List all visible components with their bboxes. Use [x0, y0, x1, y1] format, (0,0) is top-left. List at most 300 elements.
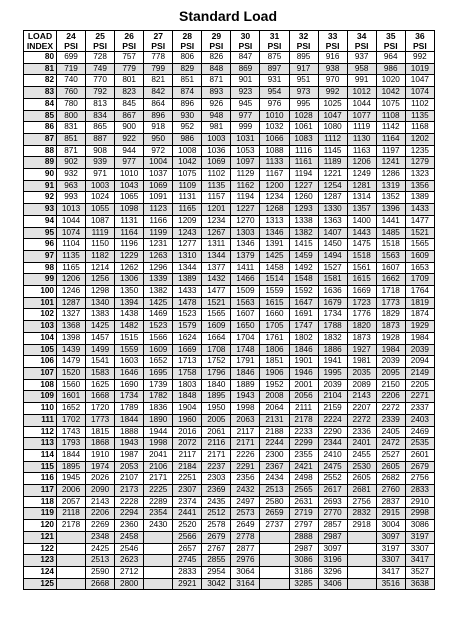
load-value-cell: 2605	[376, 461, 405, 473]
load-value-cell: 1910	[86, 449, 115, 461]
load-value-cell: 1748	[231, 344, 260, 356]
load-value-cell: 1433	[405, 204, 434, 216]
load-value-cell: 930	[173, 110, 202, 122]
load-value-cell: 1157	[202, 192, 231, 204]
load-value-cell: 3527	[405, 566, 434, 578]
load-value-cell: 1075	[173, 169, 202, 181]
load-value-cell: 2228	[115, 496, 144, 508]
load-value-cell: 2095	[376, 367, 405, 379]
load-value-cell: 2178	[289, 414, 318, 426]
load-value-cell: 1246	[57, 286, 86, 298]
load-value-cell: 1243	[173, 227, 202, 239]
load-value-cell: 1135	[57, 250, 86, 262]
load-value-cell: 799	[144, 63, 173, 75]
load-value-cell: 3197	[405, 531, 434, 543]
load-value-cell: 1235	[405, 145, 434, 157]
table-row	[24, 145, 435, 157]
table-row	[24, 98, 435, 110]
load-value-cell: 3064	[231, 566, 260, 578]
psi-unit: PSI	[354, 41, 369, 51]
load-value-cell: 3097	[376, 531, 405, 543]
load-value-cell: 1998	[144, 438, 173, 450]
load-value-cell: 2289	[144, 496, 173, 508]
load-value-cell: 2206	[376, 391, 405, 403]
load-value-cell: 2954	[202, 566, 231, 578]
load-value-cell: 3164	[231, 578, 260, 590]
load-value-cell: 2094	[405, 356, 434, 368]
load-index-cell: 122	[24, 543, 57, 555]
psi-unit: PSI	[325, 41, 340, 51]
load-value-cell: 1987	[115, 449, 144, 461]
load-value-cell: 2056	[289, 391, 318, 403]
load-value-cell: 2244	[260, 438, 289, 450]
load-value-cell: 1042	[376, 87, 405, 99]
load-value-cell: 986	[173, 133, 202, 145]
load-value-cell: 2756	[405, 473, 434, 485]
load-value-cell: 1344	[173, 262, 202, 274]
load-value-cell: 1995	[318, 367, 347, 379]
load-value-cell: 893	[202, 87, 231, 99]
load-value-cell: 1249	[347, 169, 376, 181]
load-value-cell: 2679	[202, 531, 231, 543]
load-value-cell: 1561	[347, 262, 376, 274]
load-value-cell: 1477	[405, 215, 434, 227]
load-value-cell: 1069	[144, 180, 173, 192]
load-value-cell: 1844	[115, 414, 144, 426]
load-value-cell: 2026	[86, 473, 115, 485]
load-value-cell: 1389	[173, 274, 202, 286]
load-value-cell: 1820	[347, 321, 376, 333]
load-index-header-line-1: LOAD	[27, 31, 53, 41]
load-value-cell: 2117	[173, 449, 202, 461]
table-row	[24, 543, 435, 555]
load-value-cell: 1485	[376, 227, 405, 239]
load-value-cell: 1077	[347, 110, 376, 122]
load-value-cell: 1164	[376, 133, 405, 145]
load-value-cell: 1306	[115, 274, 144, 286]
load-value-cell: 1705	[260, 321, 289, 333]
load-value-cell: 1020	[376, 75, 405, 87]
load-value-cell: 1350	[115, 286, 144, 298]
load-value-cell: 2976	[231, 555, 260, 567]
load-value-cell: 1074	[405, 87, 434, 99]
load-value-cell: 1199	[144, 227, 173, 239]
load-value-cell	[144, 566, 173, 578]
load-value-cell: 1130	[347, 133, 376, 145]
load-value-cell: 1131	[173, 192, 202, 204]
load-value-cell	[260, 555, 289, 567]
load-value-cell: 1466	[231, 274, 260, 286]
load-value-cell: 1189	[318, 157, 347, 169]
load-index-cell: 92	[24, 192, 57, 204]
table-row	[24, 122, 435, 134]
load-value-cell: 1066	[260, 133, 289, 145]
load-index-cell: 100	[24, 286, 57, 298]
load-value-cell	[57, 531, 86, 543]
load-index-cell: 119	[24, 508, 57, 520]
load-value-cell: 2679	[405, 461, 434, 473]
table-row	[24, 309, 435, 321]
load-value-cell: 1407	[318, 227, 347, 239]
load-value-cell: 2434	[260, 473, 289, 485]
load-value-cell: 1168	[405, 122, 434, 134]
load-value-cell: 1044	[347, 98, 376, 110]
load-value-cell: 2513	[260, 485, 289, 497]
load-value-cell: 1394	[115, 297, 144, 309]
load-value-cell: 1166	[144, 215, 173, 227]
load-value-cell: 1758	[173, 367, 202, 379]
load-value-cell: 2797	[289, 520, 318, 532]
load-value-cell: 2143	[86, 496, 115, 508]
load-value-cell: 1356	[405, 180, 434, 192]
load-value-cell: 1803	[173, 379, 202, 391]
load-value-cell: 1267	[202, 227, 231, 239]
load-index-cell: 110	[24, 403, 57, 415]
load-value-cell: 3197	[376, 543, 405, 555]
load-value-cell: 2271	[405, 391, 434, 403]
load-value-cell: 1873	[347, 332, 376, 344]
load-value-cell: 1695	[144, 367, 173, 379]
load-value-cell: 2039	[318, 379, 347, 391]
load-value-cell: 2143	[347, 391, 376, 403]
load-value-cell: 1718	[376, 286, 405, 298]
load-value-cell: 1055	[86, 204, 115, 216]
load-value-cell	[57, 555, 86, 567]
load-value-cell: 1363	[318, 215, 347, 227]
psi-value: 27	[153, 31, 163, 41]
load-value-cell: 2118	[57, 508, 86, 520]
load-value-cell: 1053	[231, 145, 260, 157]
load-value-cell: 1895	[57, 461, 86, 473]
load-value-cell: 1377	[202, 262, 231, 274]
load-value-cell: 2173	[115, 485, 144, 497]
load-value-cell: 1214	[86, 262, 115, 274]
load-value-cell: 2475	[318, 461, 347, 473]
load-value-cell: 1135	[202, 180, 231, 192]
load-value-cell: 1340	[86, 297, 115, 309]
load-value-cell: 1581	[318, 274, 347, 286]
table-row	[24, 204, 435, 216]
table-row	[24, 566, 435, 578]
load-value-cell: 2590	[86, 566, 115, 578]
load-value-cell: 2441	[173, 508, 202, 520]
load-value-cell: 2915	[376, 508, 405, 520]
load-value-cell: 2360	[115, 520, 144, 532]
load-value-cell: 945	[231, 98, 260, 110]
table-row	[24, 169, 435, 181]
load-value-cell: 1565	[405, 239, 434, 251]
load-value-cell: 1339	[144, 274, 173, 286]
table-row	[24, 227, 435, 239]
psi-value: 36	[415, 31, 425, 41]
load-value-cell: 778	[144, 52, 173, 64]
psi-column-header	[289, 31, 318, 52]
load-value-cell: 964	[376, 52, 405, 64]
load-value-cell: 1494	[318, 250, 347, 262]
load-value-cell: 1609	[405, 250, 434, 262]
load-value-cell: 2005	[202, 414, 231, 426]
load-index-cell: 83	[24, 87, 57, 99]
load-value-cell: 1287	[57, 297, 86, 309]
load-value-cell: 931	[260, 75, 289, 87]
load-value-cell: 2472	[376, 438, 405, 450]
load-value-cell: 875	[260, 52, 289, 64]
load-value-cell: 1709	[405, 274, 434, 286]
load-value-cell: 2089	[347, 379, 376, 391]
table-row	[24, 250, 435, 262]
load-value-cell: 2837	[376, 496, 405, 508]
load-value-cell: 1028	[289, 110, 318, 122]
load-value-cell: 1165	[57, 262, 86, 274]
load-value-cell: 847	[231, 52, 260, 64]
load-value-cell: 1788	[318, 321, 347, 333]
load-value-cell: 1327	[57, 309, 86, 321]
table-row	[24, 321, 435, 333]
load-index-cell: 115	[24, 461, 57, 473]
load-value-cell: 1206	[57, 274, 86, 286]
table-row	[24, 75, 435, 87]
load-value-cell: 1379	[231, 250, 260, 262]
load-value-cell: 1441	[376, 215, 405, 227]
load-value-cell: 2681	[347, 485, 376, 497]
table-row	[24, 274, 435, 286]
load-value-cell: 1008	[173, 145, 202, 157]
load-value-cell: 851	[57, 133, 86, 145]
load-value-cell: 845	[115, 98, 144, 110]
load-value-cell: 1112	[318, 133, 347, 145]
load-value-cell: 823	[115, 87, 144, 99]
psi-value: 26	[124, 31, 134, 41]
load-value-cell: 1984	[376, 344, 405, 356]
load-value-cell: 999	[231, 122, 260, 134]
load-value-cell: 952	[173, 122, 202, 134]
load-value-cell: 944	[115, 145, 144, 157]
load-value-cell: 1262	[115, 262, 144, 274]
load-value-cell: 2207	[347, 403, 376, 415]
load-value-cell: 1793	[57, 438, 86, 450]
load-value-cell: 918	[144, 122, 173, 134]
load-value-cell: 1119	[347, 122, 376, 134]
load-index-cell: 86	[24, 122, 57, 134]
load-value-cell: 1945	[57, 473, 86, 485]
load-value-cell: 2356	[231, 473, 260, 485]
load-value-cell: 1411	[231, 262, 260, 274]
load-value-cell: 1133	[260, 157, 289, 169]
load-value-cell: 1773	[376, 297, 405, 309]
load-value-cell: 1293	[289, 204, 318, 216]
load-value-cell: 1492	[289, 262, 318, 274]
load-value-cell: 1074	[57, 227, 86, 239]
load-value-cell: 1819	[405, 297, 434, 309]
psi-value: 29	[211, 31, 222, 41]
load-value-cell	[144, 531, 173, 543]
load-value-cell: 1944	[144, 426, 173, 438]
load-value-cell: 813	[86, 98, 115, 110]
load-value-cell: 2272	[347, 414, 376, 426]
load-value-cell: 895	[289, 52, 318, 64]
load-value-cell: 937	[347, 52, 376, 64]
load-value-cell: 1625	[86, 379, 115, 391]
load-value-cell: 871	[57, 145, 86, 157]
load-value-cell: 2251	[173, 473, 202, 485]
load-value-cell: 1482	[115, 321, 144, 333]
load-value-cell: 1559	[260, 286, 289, 298]
load-value-cell: 1509	[231, 286, 260, 298]
load-value-cell: 992	[318, 87, 347, 99]
load-value-cell: 1439	[57, 344, 86, 356]
load-value-cell: 2605	[347, 473, 376, 485]
load-index-cell: 104	[24, 332, 57, 344]
psi-column-header	[231, 31, 260, 52]
load-value-cell: 1747	[289, 321, 318, 333]
load-index-cell: 102	[24, 309, 57, 321]
load-value-cell: 3004	[376, 520, 405, 532]
load-value-cell: 2552	[318, 473, 347, 485]
load-value-cell: 2546	[115, 543, 144, 555]
load-value-cell: 1761	[260, 332, 289, 344]
load-value-cell	[260, 543, 289, 555]
load-value-cell: 896	[173, 98, 202, 110]
load-value-cell: 977	[115, 157, 144, 169]
load-value-cell: 1234	[202, 215, 231, 227]
load-value-cell: 948	[202, 110, 231, 122]
load-value-cell: 1024	[86, 192, 115, 204]
load-value-cell: 1846	[231, 367, 260, 379]
load-value-cell: 1197	[376, 145, 405, 157]
load-value-cell: 902	[57, 157, 86, 169]
psi-unit: PSI	[209, 41, 224, 51]
load-value-cell	[347, 555, 376, 567]
psi-unit: PSI	[122, 41, 137, 51]
load-index-cell: 121	[24, 531, 57, 543]
load-value-cell: 1868	[86, 438, 115, 450]
load-index-header	[24, 31, 57, 52]
load-value-cell: 2910	[405, 496, 434, 508]
load-value-cell: 1037	[144, 169, 173, 181]
load-value-cell: 1702	[57, 414, 86, 426]
load-value-cell: 900	[115, 122, 144, 134]
psi-column-header	[57, 31, 86, 52]
load-value-cell: 779	[115, 63, 144, 75]
load-value-cell: 2800	[115, 578, 144, 590]
load-value-cell: 3086	[289, 555, 318, 567]
load-value-cell: 1565	[202, 309, 231, 321]
load-value-cell: 1739	[144, 379, 173, 391]
load-value-cell: 2877	[231, 543, 260, 555]
load-value-cell: 1521	[202, 297, 231, 309]
table-row	[24, 87, 435, 99]
load-value-cell: 2832	[347, 508, 376, 520]
psi-unit: PSI	[412, 41, 427, 51]
load-value-cell: 1652	[144, 356, 173, 368]
load-value-cell: 2617	[318, 485, 347, 497]
load-value-cell: 2921	[173, 578, 202, 590]
load-value-cell: 1848	[173, 391, 202, 403]
load-value-cell: 3638	[405, 578, 434, 590]
table-row	[24, 262, 435, 274]
load-value-cell: 1116	[289, 145, 318, 157]
table-row	[24, 531, 435, 543]
load-value-cell: 926	[202, 98, 231, 110]
load-value-cell: 1874	[405, 309, 434, 321]
load-value-cell	[144, 543, 173, 555]
load-value-cell: 3516	[376, 578, 405, 590]
load-value-cell: 1592	[289, 286, 318, 298]
load-value-cell: 2224	[318, 414, 347, 426]
load-value-cell: 986	[376, 63, 405, 75]
load-value-cell: 2006	[57, 485, 86, 497]
load-value-cell: 2149	[405, 367, 434, 379]
psi-value: 28	[182, 31, 193, 41]
load-value-cell: 1087	[86, 215, 115, 227]
load-index-cell: 120	[24, 520, 57, 532]
load-value-cell	[144, 555, 173, 567]
table-row	[24, 508, 435, 520]
load-value-cell: 2657	[173, 543, 202, 555]
load-value-cell: 2421	[289, 461, 318, 473]
load-index-cell: 88	[24, 145, 57, 157]
load-value-cell: 1323	[405, 169, 434, 181]
load-value-cell: 1734	[318, 309, 347, 321]
load-value-cell: 950	[144, 133, 173, 145]
load-index-cell: 103	[24, 321, 57, 333]
load-value-cell: 1019	[405, 63, 434, 75]
load-value-cell: 780	[57, 98, 86, 110]
load-value-cell: 1277	[173, 239, 202, 251]
load-value-cell: 2178	[57, 520, 86, 532]
load-value-cell: 1131	[115, 215, 144, 227]
load-value-cell: 1425	[260, 250, 289, 262]
load-value-cell: 1563	[231, 297, 260, 309]
load-value-cell: 1123	[144, 204, 173, 216]
table-row	[24, 403, 435, 415]
load-value-cell: 834	[86, 110, 115, 122]
load-value-cell: 1044	[57, 215, 86, 227]
psi-column-header	[347, 31, 376, 52]
load-value-cell: 3406	[318, 578, 347, 590]
load-index-cell: 89	[24, 157, 57, 169]
load-value-cell: 1560	[57, 379, 86, 391]
load-value-cell: 1691	[289, 309, 318, 321]
load-value-cell: 1981	[347, 356, 376, 368]
load-value-cell: 2374	[173, 496, 202, 508]
load-value-cell: 972	[144, 145, 173, 157]
load-value-cell: 1352	[376, 192, 405, 204]
load-value-cell: 1142	[376, 122, 405, 134]
load-value-cell	[260, 578, 289, 590]
load-value-cell: 1943	[115, 438, 144, 450]
load-value-cell: 2756	[347, 496, 376, 508]
load-value-cell: 2307	[173, 485, 202, 497]
load-value-cell: 991	[347, 75, 376, 87]
load-value-cell: 917	[289, 63, 318, 75]
psi-unit: PSI	[296, 41, 311, 51]
load-value-cell: 1425	[86, 321, 115, 333]
load-value-cell: 1477	[202, 286, 231, 298]
load-value-cell: 1609	[144, 344, 173, 356]
load-value-cell: 848	[202, 63, 231, 75]
load-value-cell: 1806	[260, 344, 289, 356]
load-value-cell: 1165	[173, 204, 202, 216]
load-value-cell: 1206	[347, 157, 376, 169]
load-value-cell: 2888	[289, 531, 318, 543]
psi-unit: PSI	[180, 41, 195, 51]
load-index-cell: 123	[24, 555, 57, 567]
load-value-cell: 2233	[289, 426, 318, 438]
load-value-cell: 749	[86, 63, 115, 75]
load-value-cell: 954	[260, 87, 289, 99]
load-value-cell: 2300	[260, 449, 289, 461]
